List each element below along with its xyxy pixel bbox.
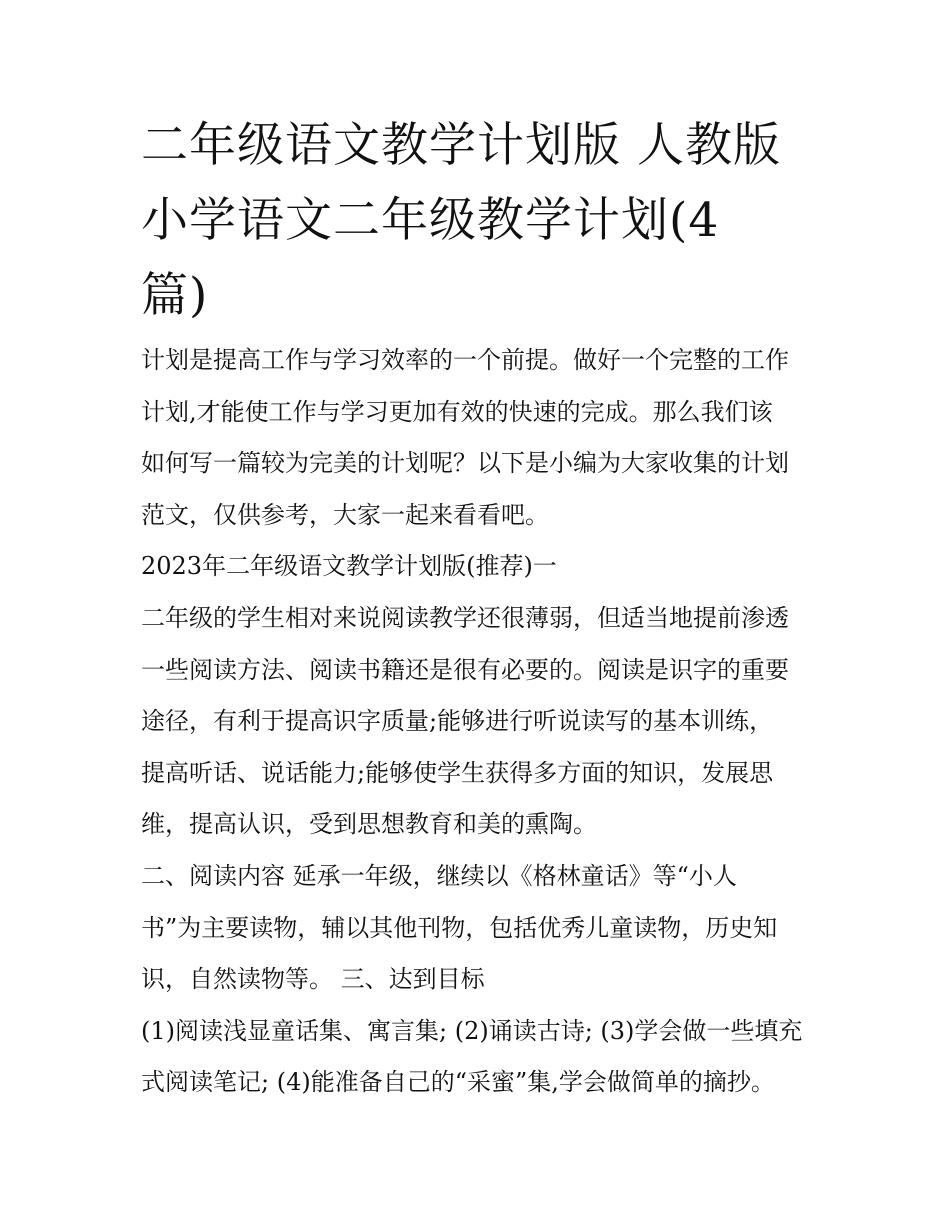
text-line: 书”为主要读物，辅以其他刊物，包括优秀儿童读物，历史知 bbox=[141, 913, 778, 942]
text-line: 计划是提高工作与学习效率的一个前提。做好一个完整的工作 bbox=[141, 346, 789, 374]
text-line: 识，自然读物等。 三、达到目标 bbox=[141, 965, 485, 994]
text-line: 计划,才能使工作与学习更加有效的快速的完成。那么我们该 bbox=[141, 397, 773, 426]
text-line: (1)阅读浅显童话集、寓言集; (2)诵读古诗; (3)学会做一些填充 bbox=[141, 1016, 803, 1045]
body-paragraph bbox=[141, 593, 821, 851]
text-line: 2023年二年级语文教学计划版(推荐)一 bbox=[141, 552, 557, 581]
intro-paragraph bbox=[141, 335, 821, 541]
text-line: 二年级的学生相对来说阅读教学还很薄弱，但适当地提前渗透 bbox=[141, 603, 789, 632]
document-title bbox=[141, 108, 821, 333]
body-paragraph bbox=[141, 851, 821, 1006]
text-line: 一些阅读方法、阅读书籍还是很有必要的。阅读是识字的重要 bbox=[141, 655, 789, 684]
text-line: 二、阅读内容 延承一年级，继续以《格林童话》等“小人 bbox=[141, 861, 737, 890]
section-heading bbox=[141, 541, 821, 593]
text-line: 式阅读笔记; (4)能准备自己的“采蜜”集,学会做简单的摘抄。 bbox=[141, 1068, 775, 1097]
text-line: 如何写一篇较为完美的计划呢？以下是小编为大家收集的计划 bbox=[141, 449, 789, 478]
title-line: 二年级语文教学计划版 人教版 bbox=[141, 118, 781, 173]
body-paragraph bbox=[141, 1006, 821, 1109]
text-line: 提高听话、说话能力;能够使学生获得多方面的知识，发展思 bbox=[141, 758, 774, 787]
document-page bbox=[141, 108, 821, 1109]
text-line: 途径，有利于提高识字质量;能够进行听说读写的基本训练， bbox=[141, 707, 774, 736]
text-line: 范文，仅供参考，大家一起来看看吧。 bbox=[141, 500, 549, 529]
text-line: 维，提高认识，受到思想教育和美的熏陶。 bbox=[141, 810, 597, 839]
title-line: 小学语文二年级教学计划(4 bbox=[141, 193, 720, 248]
title-line: 篇) bbox=[141, 268, 209, 323]
